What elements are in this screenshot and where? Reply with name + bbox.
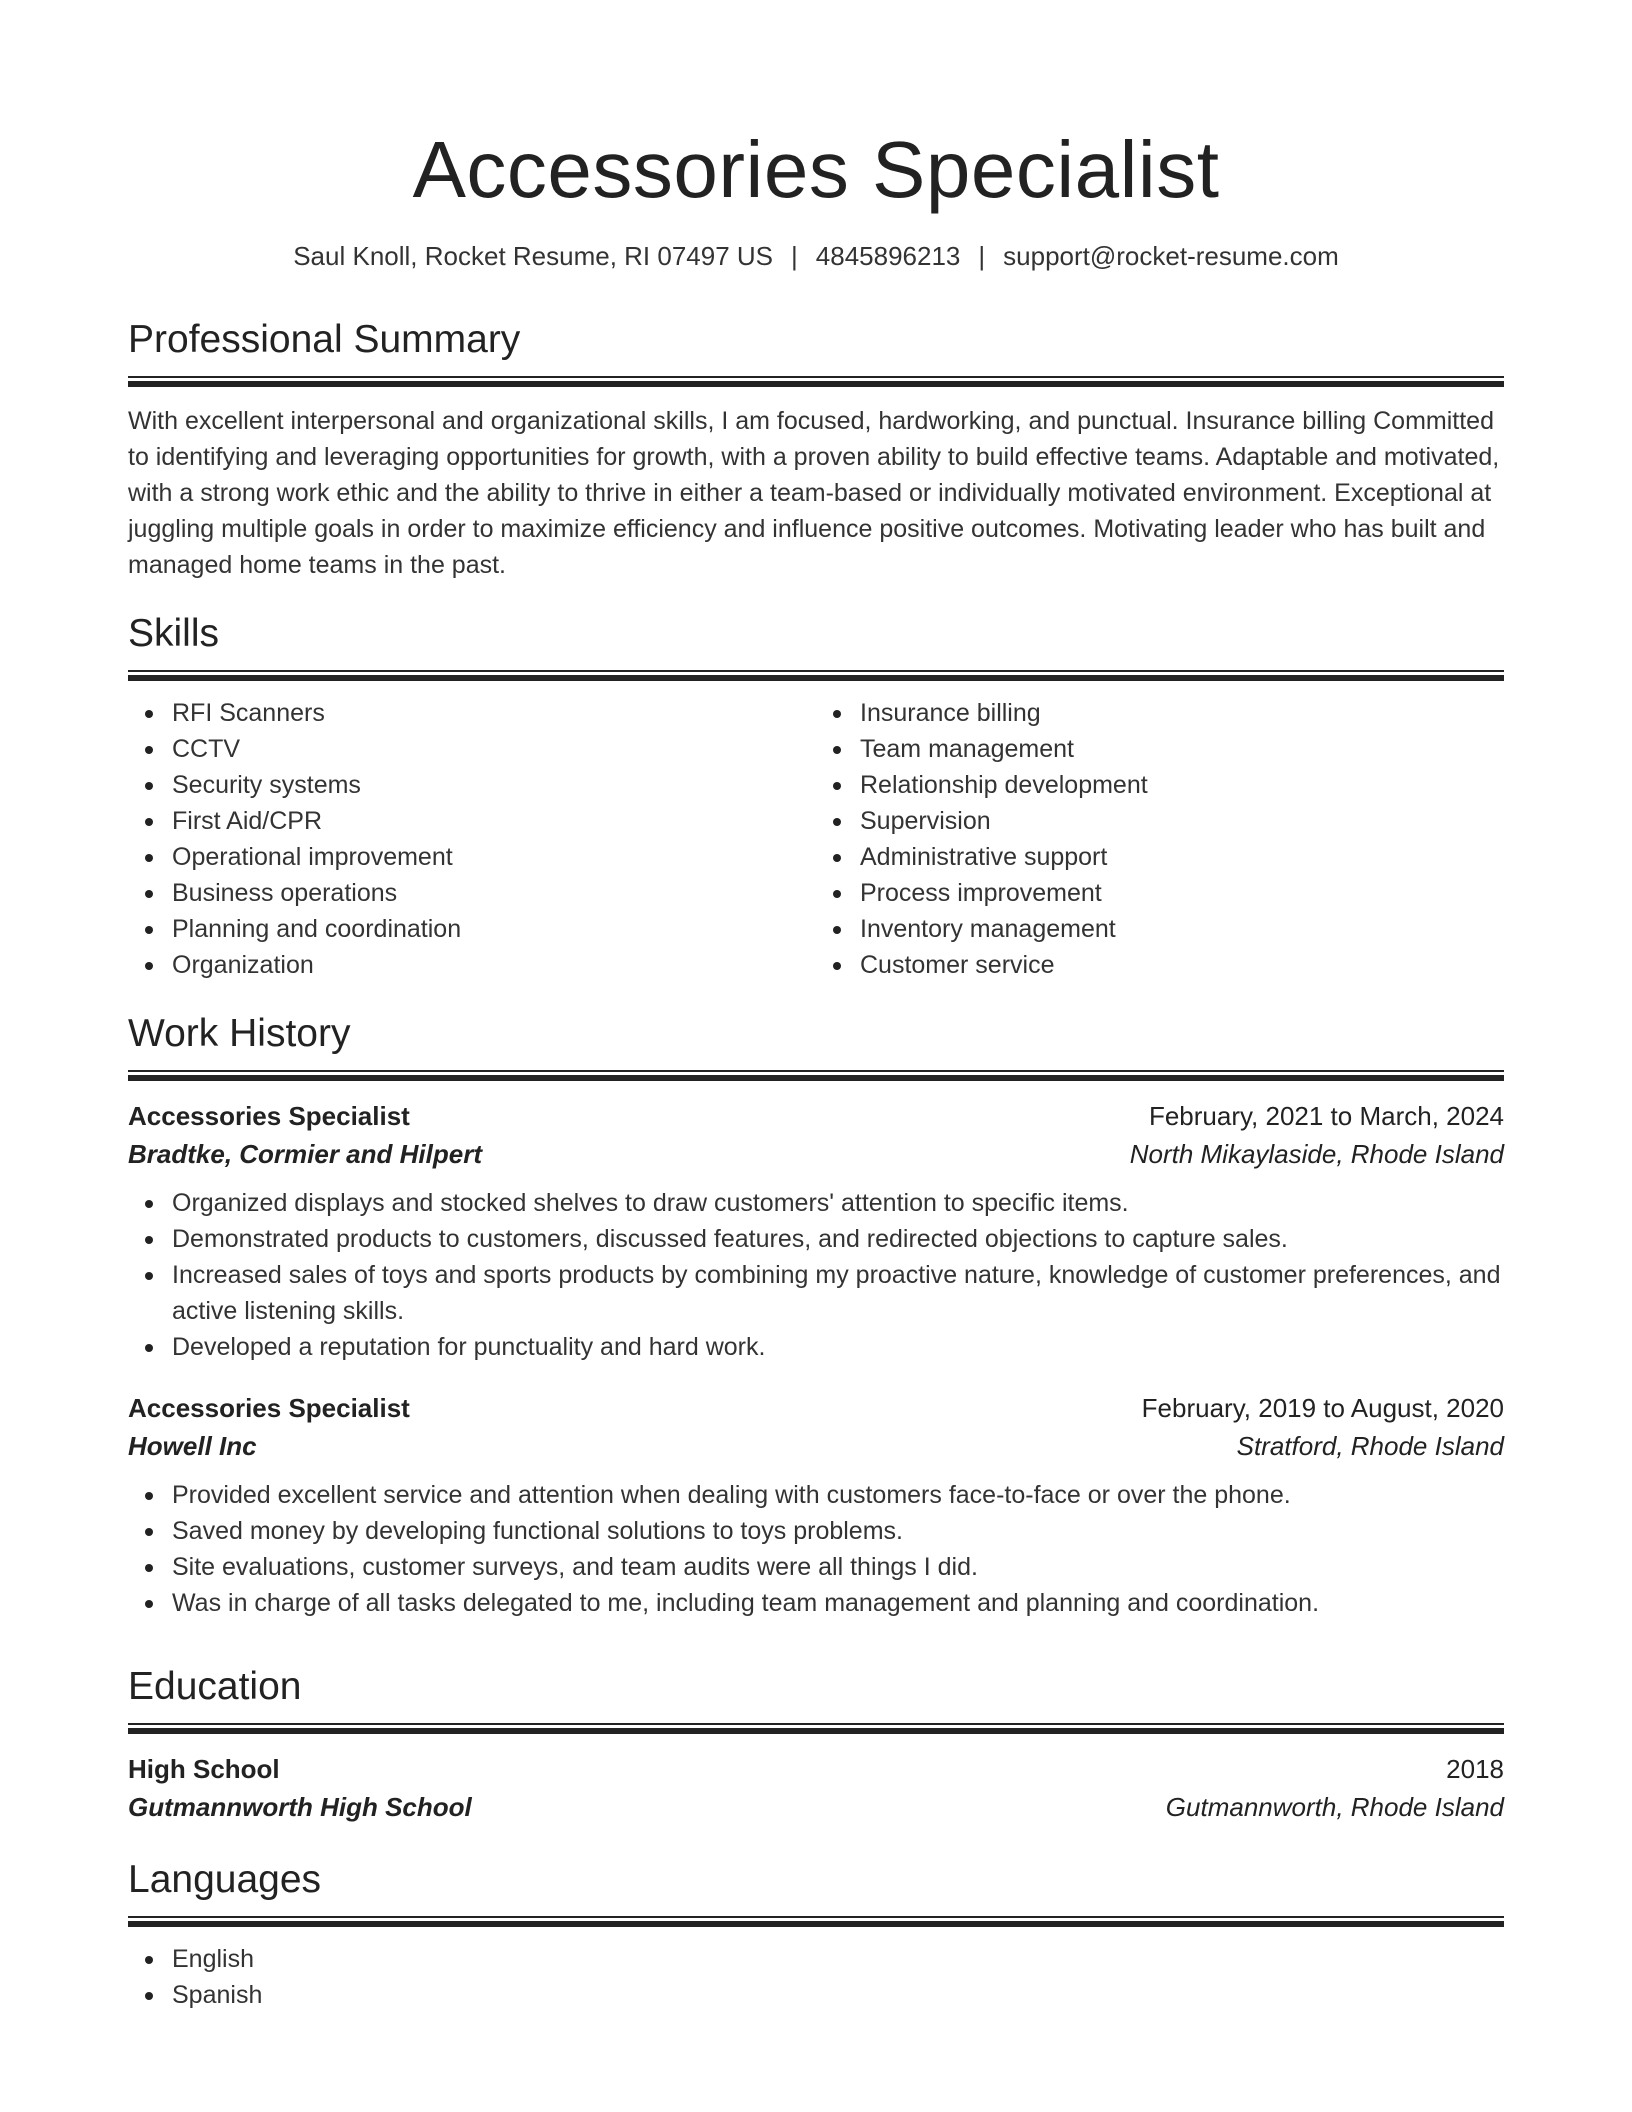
skill-item: RFI Scanners <box>172 695 816 731</box>
job-dates: February, 2019 to August, 2020 <box>1141 1393 1504 1423</box>
skill-item: CCTV <box>172 731 816 767</box>
job-title: Accessories Specialist <box>128 1101 410 1131</box>
job-bullet: Provided excellent service and attention when dealing with customers face-to-face or over the phone. <box>172 1477 1504 1513</box>
job-bullet: Developed a reputation for punctuality and hard work. <box>172 1329 1504 1365</box>
skill-item: Relationship development <box>860 767 1504 803</box>
education-school: Gutmannworth High School <box>128 1792 472 1822</box>
job-bullets <box>128 1477 1504 1621</box>
job-header-row <box>128 1389 1504 1427</box>
contact-address: Saul Knoll, Rocket Resume, RI 07497 US <box>293 241 774 271</box>
skill-item: Inventory management <box>860 911 1504 947</box>
job-dates: February, 2021 to March, 2024 <box>1148 1101 1504 1131</box>
section-divider <box>128 670 1504 681</box>
job-location: Stratford, Rhode Island <box>1236 1431 1504 1461</box>
skill-item: First Aid/CPR <box>172 803 816 839</box>
skills-list-right <box>816 695 1504 983</box>
skill-item: Business operations <box>172 875 816 911</box>
education-degree: High School <box>128 1754 280 1784</box>
education-year: 2018 <box>1446 1754 1504 1784</box>
section-divider <box>128 376 1504 387</box>
job-entry <box>128 1097 1504 1365</box>
job-company: Howell Inc <box>128 1431 257 1461</box>
languages-section <box>128 1856 1504 2013</box>
languages-heading: Languages <box>128 1858 322 1901</box>
languages-list <box>128 1941 1504 2013</box>
skill-item: Team management <box>860 731 1504 767</box>
job-location: North Mikaylaside, Rhode Island <box>1129 1139 1504 1169</box>
summary-text: With excellent interpersonal and organizational skills, I am focused, hardworking, and punctual. Insurance billing Committed to identifying and leveraging opportunities for growth, with a proven ability to build effective teams. Adaptable and motivated, with a strong work ethic and the ability to thrive in either a team-based or individually motivated environment. Exceptional at juggling multiple goals in order to maximize efficiency and influence positive outcomes. Motivating leader who has built and managed home teams in the past. <box>128 407 1500 579</box>
skills-list-left <box>128 695 816 983</box>
job-entry <box>128 1389 1504 1621</box>
skill-item: Customer service <box>860 947 1504 983</box>
job-bullet: Site evaluations, customer surveys, and team audits were all things I did. <box>172 1549 1504 1585</box>
summary-heading: Professional Summary <box>128 318 521 361</box>
skills-grid <box>128 695 1504 983</box>
work-history-section <box>128 1010 1504 1621</box>
skills-column-right <box>816 695 1504 983</box>
skill-item: Insurance billing <box>860 695 1504 731</box>
language-item: Spanish <box>172 1977 1504 2013</box>
skill-item: Supervision <box>860 803 1504 839</box>
job-bullets <box>128 1185 1504 1365</box>
education-location: Gutmannworth, Rhode Island <box>1165 1792 1504 1822</box>
contact-separator: | <box>978 241 986 271</box>
job-company-row <box>128 1427 1504 1465</box>
skill-item: Organization <box>172 947 816 983</box>
language-item: English <box>172 1941 1504 1977</box>
job-bullet: Organized displays and stocked shelves to draw customers' attention to specific items. <box>172 1185 1504 1221</box>
job-bullet: Saved money by developing functional solutions to toys problems. <box>172 1513 1504 1549</box>
contact-phone: 4845896213 <box>815 241 961 271</box>
job-company-row <box>128 1135 1504 1173</box>
resume-title: Accessories Specialist <box>412 125 1220 214</box>
skill-item: Administrative support <box>860 839 1504 875</box>
contact-email: support@rocket-resume.com <box>1003 241 1339 271</box>
skills-section <box>128 610 1504 983</box>
skills-column-left <box>128 695 816 983</box>
job-company: Bradtke, Cormier and Hilpert <box>128 1139 482 1169</box>
skills-heading: Skills <box>128 612 220 655</box>
section-divider <box>128 1070 1504 1081</box>
job-title: Accessories Specialist <box>128 1393 410 1423</box>
education-school-row <box>128 1788 1504 1826</box>
skill-item: Process improvement <box>860 875 1504 911</box>
contact-line <box>128 240 1504 272</box>
skill-item: Security systems <box>172 767 816 803</box>
skill-item: Operational improvement <box>172 839 816 875</box>
education-heading: Education <box>128 1665 302 1708</box>
job-bullet: Demonstrated products to customers, discussed features, and redirected objections to capture sales. <box>172 1221 1504 1257</box>
education-entry <box>128 1750 1504 1826</box>
contact-separator: | <box>791 241 798 271</box>
education-header-row <box>128 1750 1504 1788</box>
education-section <box>128 1663 1504 1826</box>
job-header-row <box>128 1097 1504 1135</box>
section-divider <box>128 1916 1504 1927</box>
job-bullet: Was in charge of all tasks delegated to me, including team management and planning and coordination. <box>172 1585 1504 1621</box>
section-divider <box>128 1723 1504 1734</box>
work-history-heading: Work History <box>128 1012 351 1055</box>
skill-item: Planning and coordination <box>172 911 816 947</box>
summary-section <box>128 316 1504 583</box>
job-bullet: Increased sales of toys and sports products by combining my proactive nature, knowledge of customer preferences, and active listening skills. <box>172 1257 1504 1329</box>
